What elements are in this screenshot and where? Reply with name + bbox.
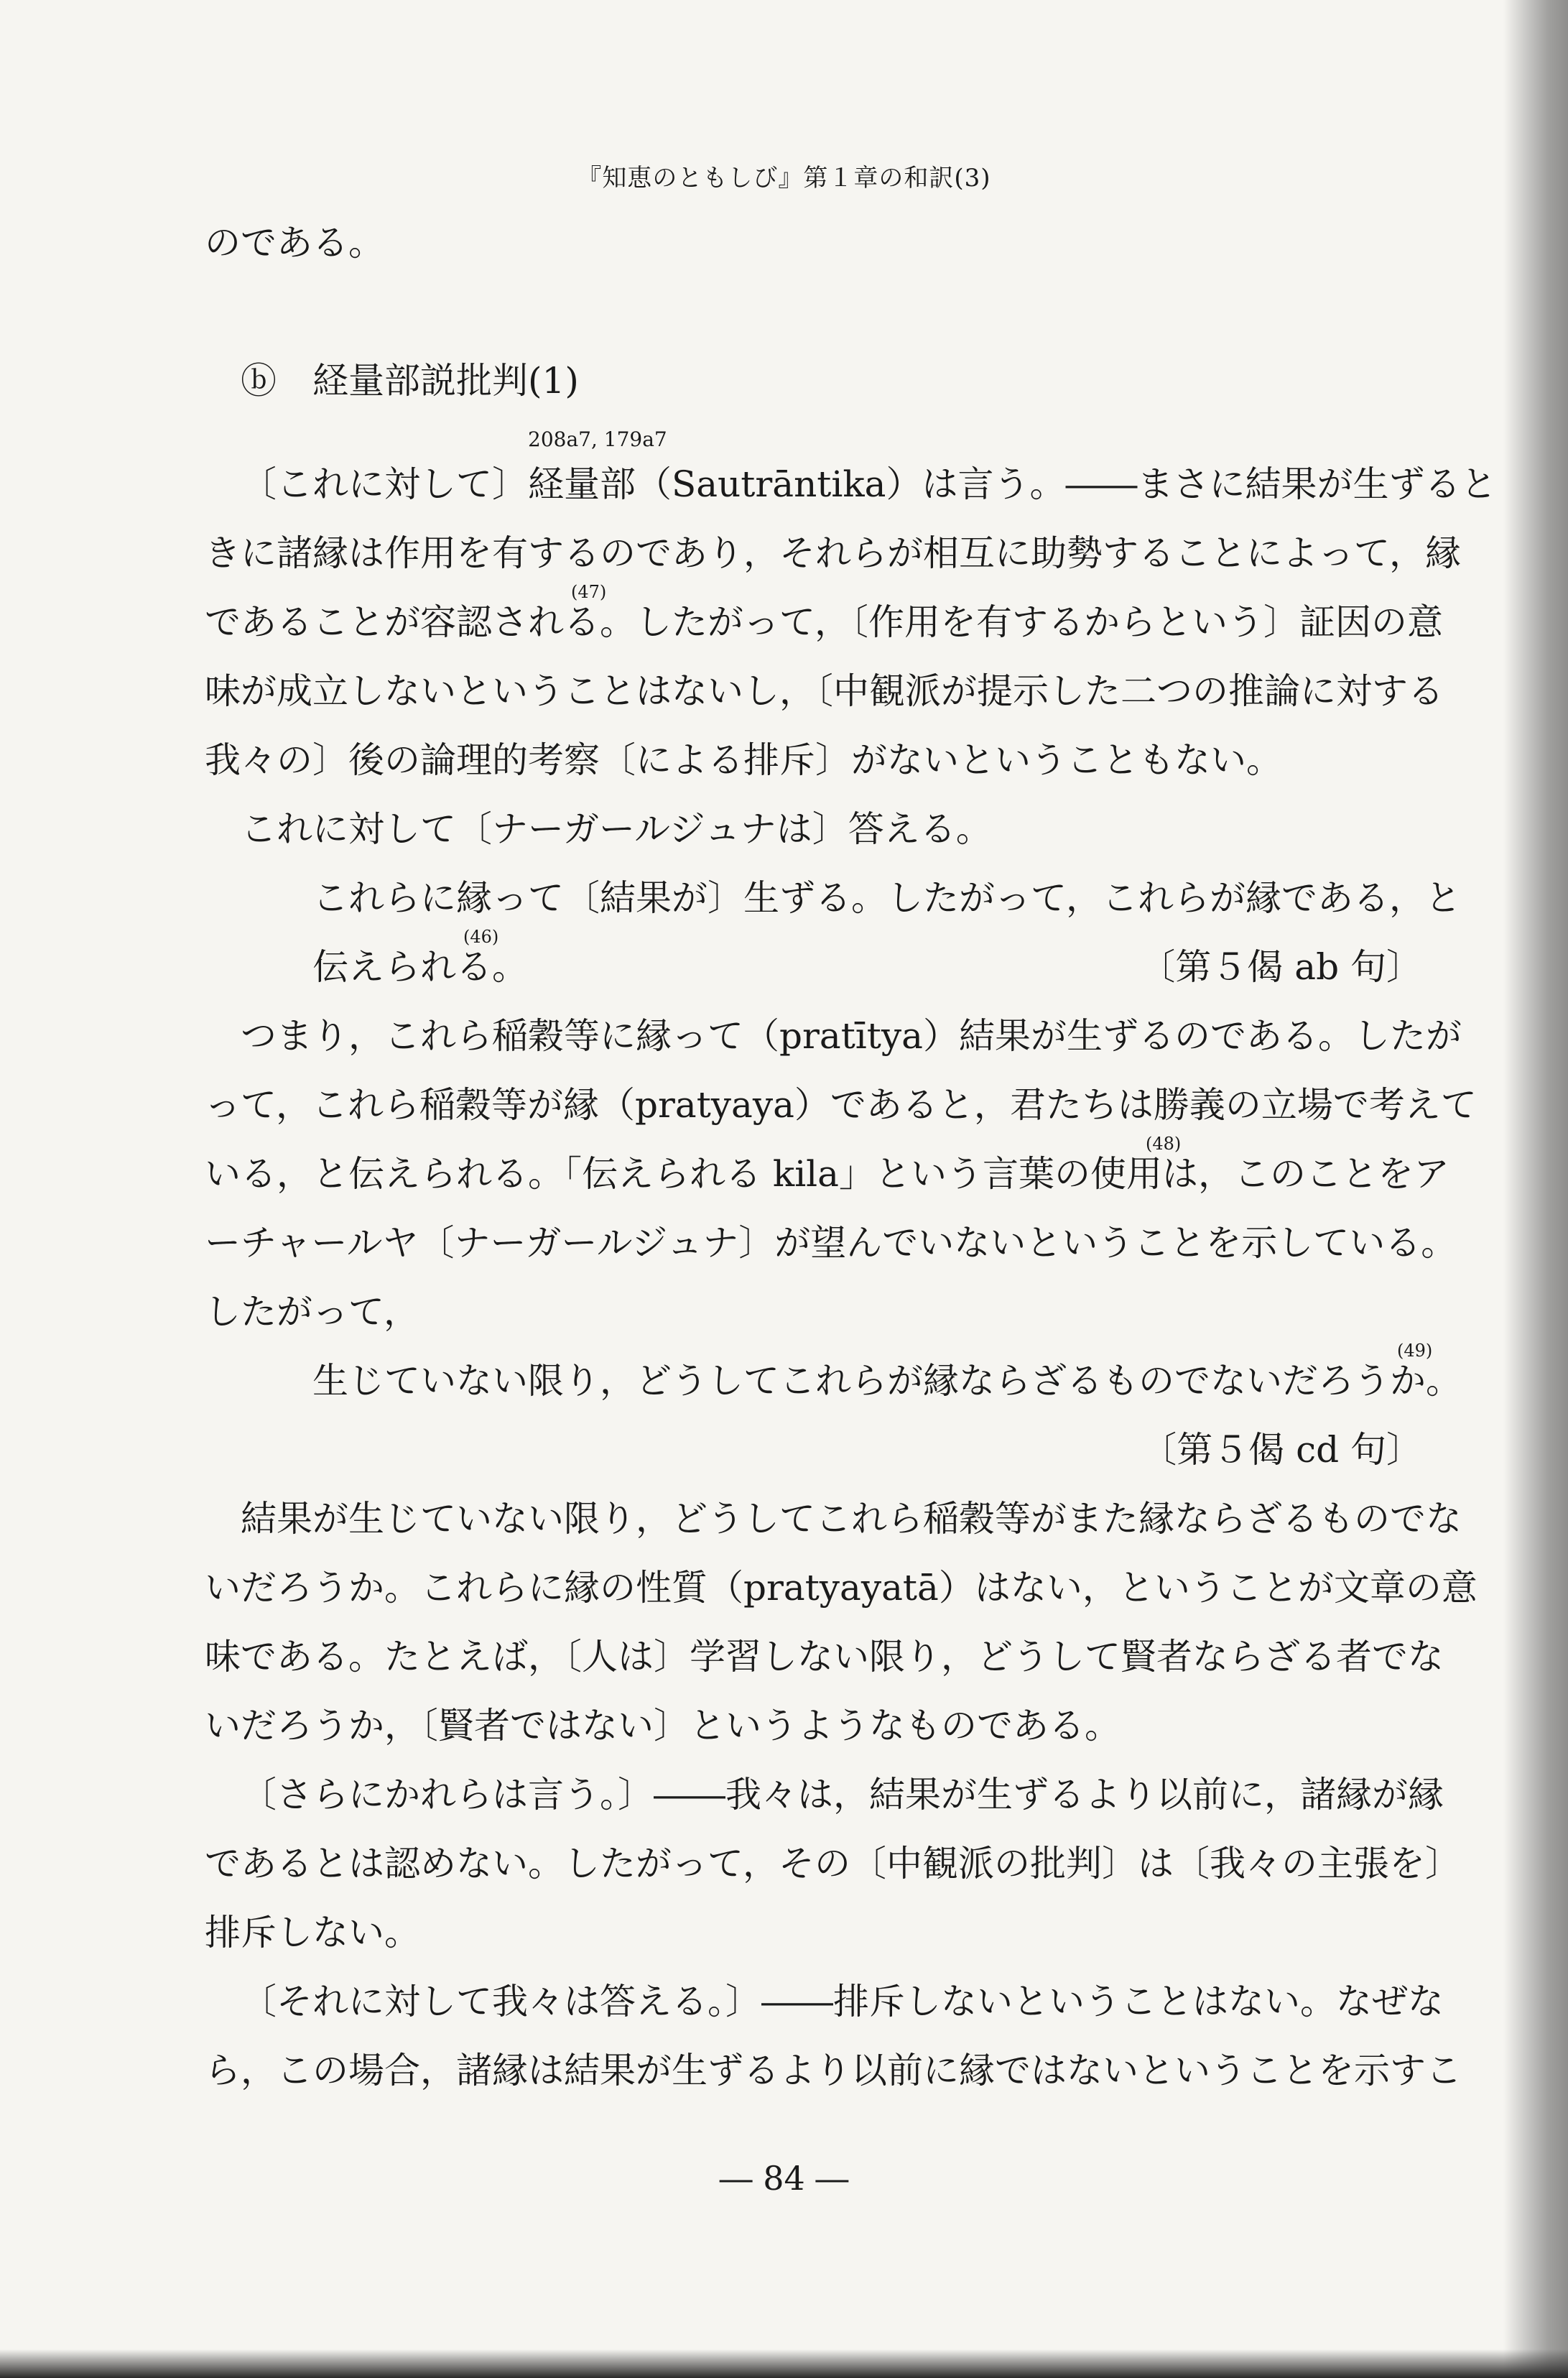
running-header: 『知恵のともしび』第１章の和訳(3)	[577, 164, 991, 193]
text-line: 208a7, 179a7 〔これに対して〕経量部（Sautrāntika）は言う。――まさに結果が生ずると	[241, 427, 1497, 505]
section-title: ⓑ 経量部説批判(1)	[241, 360, 579, 402]
text-line: 結果が生じていない限り，どうしてこれら稲穀等がまた縁ならざるものでな	[241, 1498, 1462, 1540]
verse-reference: 〔第５偈 ab 句〕	[1139, 946, 1422, 988]
page-body	[205, 208, 1497, 2105]
verse-line: 生じていない限り，どうしてこれらが縁ならざるものでないだろうか。 (49)	[312, 1341, 1462, 1402]
text-line: ら，この場合，諸縁は結果が生ずるより以前に縁ではないということを示すこ	[205, 2050, 1462, 2091]
text-line: って，これら稲穀等が縁（pratyaya）であると，君たちは勝義の立場で考えて	[205, 1084, 1477, 1126]
text-line: いる，と伝えられる。「伝えられる kila」という言葉の使用は，このことをア (48)	[205, 1134, 1449, 1195]
text-line: 排斥しない。	[205, 1912, 420, 1953]
scan-shadow-bottom	[0, 2349, 1568, 2378]
text-line: 味である。たとえば，〔人は〕学習しない限り，どうして賢者ならざる者でな	[205, 1636, 1444, 1678]
text-line: であるとは認めない。したがって，その〔中観派の批判〕は〔我々の主張を〕	[205, 1843, 1461, 1884]
footnote-marker: (49)	[1397, 1341, 1433, 1361]
footnote-marker: (47)	[571, 582, 607, 602]
text-line: 我々の〕後の論理的考察〔による排斥〕がないということもない。	[205, 739, 1282, 781]
verse-line: 伝えられる。 (46) 〔第５偈 ab 句〕	[205, 933, 1458, 1001]
text-line: 〔それに対して我々は答える。〕――排斥しないということはない。なぜな	[241, 1981, 1444, 2022]
text-line: つまり，これら稲穀等に縁って（pratītya）結果が生ずるのである。したが	[241, 1015, 1462, 1057]
folio-reference: 208a7, 179a7	[528, 427, 667, 451]
text-line: 味が成立しないということはないし，〔中観派が提示した二つの推論に対する	[205, 670, 1444, 712]
verse-reference: 〔第５偈 cd 句〕	[1141, 1429, 1422, 1471]
footnote-marker: (48)	[1146, 1134, 1182, 1154]
text-line: のである。	[205, 222, 384, 264]
scan-shadow-edge	[1503, 0, 1568, 2378]
footnote-marker: (46)	[463, 927, 499, 947]
text-line: したがって，	[205, 1291, 419, 1333]
text-line: いだろうか。これらに縁の性質（pratyayatā）はない，ということが文章の意	[205, 1567, 1477, 1609]
text-line: これに対して〔ナーガールジュナは〕答える。	[241, 808, 992, 850]
text-line: きに諸縁は作用を有するのであり，それらが相互に助勢することによって，縁	[205, 532, 1461, 574]
verse-line: これらに縁って〔結果が〕生ずる。したがって，これらが縁である，と	[312, 877, 1461, 919]
text-line: ーチャールヤ〔ナーガールジュナ〕が望んでいないということを示している。	[205, 1222, 1457, 1264]
text-line: 〔さらにかれらは言う。〕――我々は，結果が生ずるより以前に，諸縁が縁	[241, 1774, 1444, 1815]
text-line: いだろうか，〔賢者ではない〕というようなものである。	[205, 1705, 1121, 1747]
text-line: であることが容認される。したがって，〔作用を有するからという〕証因の意 (47)	[205, 582, 1443, 643]
page-number: ― 84 ―	[719, 2159, 849, 2198]
